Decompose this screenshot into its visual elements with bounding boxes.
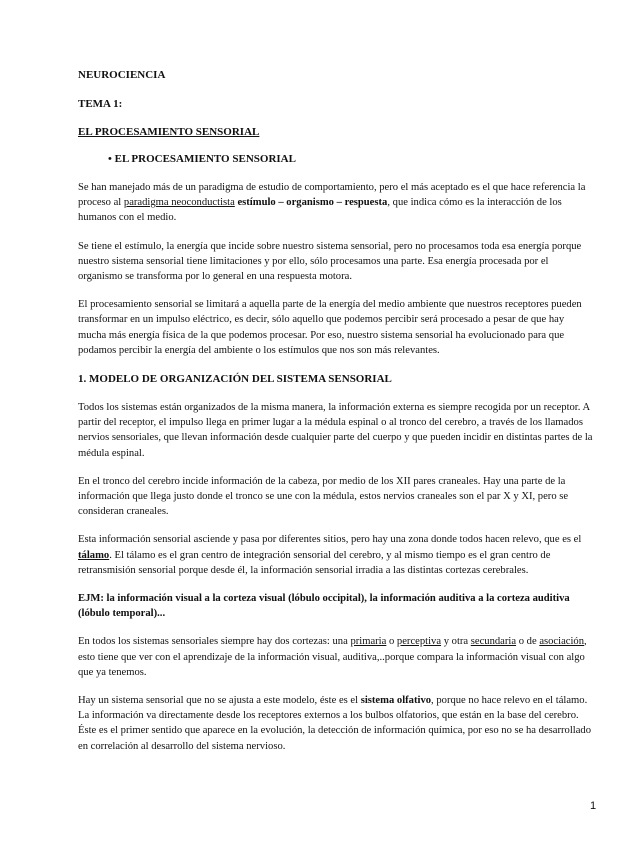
paragraph-3: El procesamiento sensorial se limitará a aquella parte de la energía del medio ambiente que nuestros receptores pueden transformar en un impulso eléctrico, es decir, sólo aquello que podemos percibir será procesado a pesar de que hay mucha más energía física de la que podemos procesar. Por eso, nuestro sistema sensorial ha evolucionado para que podamos percibir la energía del ambiente o los estímulos que nos son más relevantes. — [78, 299, 582, 356]
section-title: EL PROCESAMIENTO SENSORIAL — [78, 126, 260, 138]
bullet-heading: • EL PROCESAMIENTO SENSORIAL — [108, 153, 296, 165]
paragraph-8 — [78, 693, 594, 754]
talamo-term: tálamo — [78, 549, 110, 561]
para6-text-a: Esta información sensorial asciende y pasa por diferentes sitios, pero hay una zona donde todos hacen relevo, que es el — [78, 534, 582, 546]
paragraph-4: Todos los sistemas están organizados de la misma manera, la información externa es siempre recogida por un receptor. A partir del receptor, el impulso llega en primer lugar a la médula espinal o al tronco del cerebro, a través de los llamados nervios sensoriales, que llevan información desde cualquier parte del cuerpo y que pueden incidir en distintas partes de la médula espinal. — [78, 402, 593, 459]
paragraph-2: Se tiene el estímulo, la energía que incide sobre nuestro sistema sensorial, pero no procesamos toda esa energía porque nuestro sistema sensorial tiene limitaciones y por ello, sólo procesamos una parte. Esa energía procesada por el organismo se transforma por lo general en una respuesta motora. — [78, 240, 582, 283]
paragraph-6 — [78, 532, 594, 578]
para1-text-c: , que indica cómo es la interacción de los humanos con el medio. — [78, 197, 562, 224]
page-number: 1 — [590, 800, 597, 812]
secundaria-term: secundaria — [470, 636, 517, 648]
para8-text-c: , porque no hace relevo en el tálamo. La información va directamente desde los receptores externos a los bulbos olfatorios, que están en la base del cerebro. Éste es el primer sentido que aparece en la evolución, la detección de información química, por eso no se ha desarrollado en correlación al desarrollo del sistema nervioso. — [78, 695, 592, 752]
example-paragraph: EJM: la información visual a la corteza visual (lóbulo occipital), la información auditiva a la corteza auditiva (lóbulo temporal)... — [78, 593, 570, 620]
document-title: NEUROCIENCIA — [78, 69, 166, 81]
heading-model: 1. MODELO DE ORGANIZACIÓN DEL SISTEMA SENSORIAL — [78, 373, 392, 386]
para7-text-e: , esto tiene que ver con el aprendizaje de la información visual, auditiva,..porque compara la información visual con algo que ya tenemos. — [78, 636, 587, 678]
paragraph-1 — [78, 180, 594, 226]
para7-text-b: o — [386, 636, 397, 648]
para7-text-c: y otra — [441, 636, 471, 648]
stimulus-response-term: estímulo – organismo – respuesta — [237, 197, 388, 209]
asociacion-term: asociación — [539, 636, 585, 648]
para1-text-a: Se han manejado más de un paradigma de estudio de comportamiento, pero el más aceptado es el que hace referencia la proceso al — [78, 182, 586, 209]
para6-text-c: . El tálamo es el gran centro de integración sensorial del cerebro, y al mismo tiempo es el gran centro de retransmisión sensorial porque desde él, la información sensorial irradia a las distintas cortezas cerebrales. — [78, 549, 551, 576]
tema-label: TEMA 1: — [78, 98, 123, 110]
document-page — [78, 62, 594, 754]
para7-text-d: o de — [516, 636, 540, 648]
para8-text-a: Hay un sistema sensorial que no se ajusta a este modelo, éste es el — [78, 695, 361, 707]
paragraph-5: En el tronco del cerebro incide información de la cabeza, por medio de los XII pares craneales. Hay una parte de la información que llega justo donde el tronco se une con la médula, estos nervios craneales son el par X y XI, pero se consideran craneales. — [78, 475, 569, 518]
sistema-olfativo-term: sistema olfativo — [360, 695, 432, 707]
primaria-term: primaria — [350, 636, 387, 648]
perceptiva-term: perceptiva — [396, 636, 442, 648]
para7-text-a: En todos los sistemas sensoriales siempre hay dos cortezas: una — [78, 636, 351, 648]
paradigm-term: paradigma neoconductista — [123, 197, 235, 209]
paragraph-7 — [78, 634, 594, 680]
